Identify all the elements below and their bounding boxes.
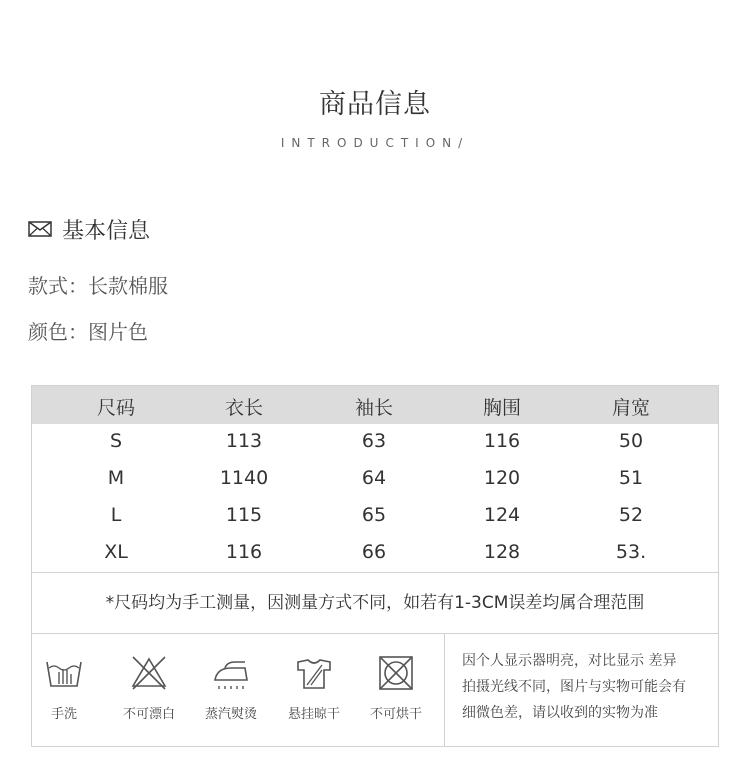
measurement-note: *尺码均为手工测量，因测量方式不同，如若有1-3CM误差均属合理范围 — [32, 572, 718, 634]
color-info: 颜色：图片色 — [28, 320, 148, 344]
table-cell: L — [110, 504, 122, 526]
hand-wash-icon — [44, 654, 84, 692]
steam-iron-icon — [211, 654, 251, 692]
care-label: 手洗 — [50, 707, 77, 722]
color-disclaimer — [462, 648, 712, 726]
column-header: 尺码 — [96, 397, 135, 419]
care-label: 不可烘干 — [369, 707, 422, 722]
table-cell: 115 — [225, 504, 263, 526]
table-cell: 116 — [225, 541, 263, 563]
table-cell: 124 — [483, 504, 521, 526]
table-cell: 116 — [483, 430, 521, 452]
disclaimer-line: 细微色差，请以收到的实物为准 — [462, 705, 658, 721]
table-cell: 63 — [361, 430, 387, 452]
disclaimer-line: 拍摄光线不同，图片与实物可能会有 — [462, 679, 686, 695]
table-cell: 50 — [618, 430, 644, 452]
size-table — [31, 385, 719, 747]
table-cell: M — [107, 467, 125, 489]
page-subtitle: INTRODUCTION/ — [280, 136, 470, 150]
divider — [444, 633, 445, 746]
table-cell: 128 — [483, 541, 521, 563]
table-cell: XL — [104, 541, 128, 563]
no-bleach-icon — [129, 654, 169, 692]
table-cell: 66 — [361, 541, 387, 563]
basic-info-title: 基本信息 — [62, 218, 151, 244]
envelope-icon — [28, 220, 52, 238]
column-header: 胸围 — [482, 397, 521, 419]
table-cell: 51 — [618, 467, 644, 489]
column-header: 衣长 — [224, 397, 263, 419]
no-tumble-dry-icon — [376, 654, 416, 692]
basic-info-heading — [28, 214, 150, 244]
table-cell: 52 — [618, 504, 644, 526]
care-label: 不可漂白 — [122, 707, 175, 722]
care-label: 悬挂晾干 — [287, 707, 340, 722]
care-item — [274, 634, 354, 746]
column-header: 肩宽 — [611, 397, 650, 419]
care-item — [356, 634, 436, 746]
table-cell: 1140 — [219, 467, 269, 489]
style-info: 款式：长款棉服 — [28, 274, 168, 298]
care-label: 蒸汽熨烫 — [204, 707, 257, 722]
column-header: 袖长 — [354, 397, 393, 419]
table-cell: 120 — [483, 467, 521, 489]
care-item — [24, 634, 104, 746]
page-title: 商品信息 — [319, 89, 431, 120]
table-cell: 65 — [361, 504, 387, 526]
table-cell: 53. — [615, 541, 647, 563]
care-item — [109, 634, 189, 746]
table-cell: 64 — [361, 467, 387, 489]
care-item — [191, 634, 271, 746]
table-cell: S — [109, 430, 123, 452]
table-cell: 113 — [225, 430, 263, 452]
hang-dry-icon — [294, 654, 334, 692]
disclaimer-line: 因个人显示器明亮，对比显示 差异 — [462, 653, 677, 669]
